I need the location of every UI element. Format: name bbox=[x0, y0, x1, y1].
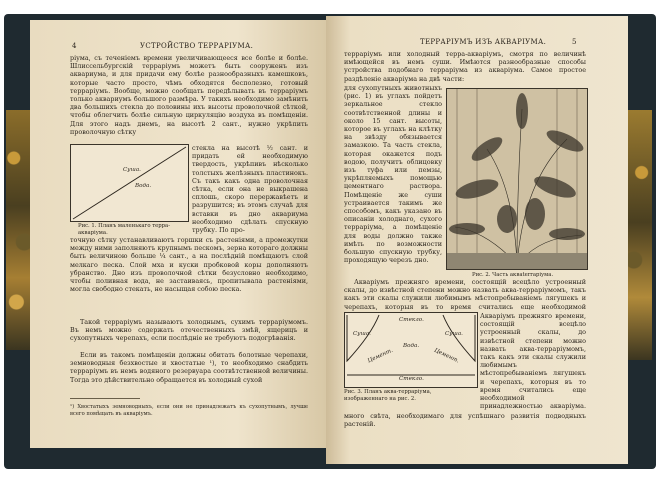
body-text-side: для сухопутныхъ животныхъ (рис. 1) въ углахъ пойдетъ зеркальное стекло соотвѣтственной длины и около 15 сант. высоты, которое въ углахъ на клѣтку на звѣзду обязывается замазкою. Та часть стекла, которая окажется подъ водою, получитъ облицовку изъ туфа или пемзы, укрѣпляемыхъ помощью цементнаго раствора. Помѣщеніе же суши устраивается такимъ же способомъ, какъ указано въ описаніи холоднаго, сухого террарiума, а помѣщеніе для воды должно также имѣть по возможности большую спускную трубку, проходящую черезъ дно. bbox=[344, 84, 442, 265]
body-text-bottom: много свѣта, необходимаго для успѣшнаго развитія подводныхъ растеній. bbox=[344, 412, 586, 429]
body-text-top: террарiумъ или холодный терра-акваріумъ, смотря по величинѣ имѣющейся въ немъ суши. Имѣются разнообразные способы устройства подобнаго террарiума из акваріума. Самое простое раздѣленіе акваріума на двѣ части: bbox=[344, 50, 586, 83]
fig3-label-water: Вода. bbox=[403, 343, 420, 349]
figure-1 bbox=[70, 144, 189, 222]
fig3-label-glass-bottom: Стекло. bbox=[399, 376, 424, 382]
fig3-caption: Рис. 3. Планъ аква-террарiума, изображеннаго на рис. 2. bbox=[344, 389, 432, 402]
right-page bbox=[326, 16, 628, 464]
marbled-edge-right bbox=[626, 110, 652, 360]
fig1-label-water: Вода. bbox=[135, 183, 152, 189]
figure-3 bbox=[344, 312, 478, 388]
footnote: ¹) Хвостатыхъ земноводныхъ, если они не принадлежатъ къ сухопутнымъ, лучше всего помѣщать въ акваріумъ. bbox=[70, 404, 308, 417]
body-text-top: ріума, съ теченіемъ времени увеличивающееся все болѣе и болѣе. Шлиссельбургскій террарiумъ можетъ быть сооруженъ изъ аквариума, и для придачи ему болѣе разнообразныхъ камешковъ, которые часто просто, чѣмъ обходятся бесполезно, готовый террарiумъ. Вообще, можно сообщать передѣлывать въ террарiумъ только аквариумъ большого размѣра. У такихъ необходимо замѣнить два большихъ стекла до половины ихъ высоты проволочной сѣткой, чтобы облегчить болѣе сильную циркуляцію воздуха въ помѣщеніи. Для этого надъ днемъ, на высотѣ 2 сант., нужно укрѣпить проволочную сѣтку bbox=[70, 54, 308, 136]
page-number: 5 bbox=[572, 38, 577, 46]
engraving-illustration bbox=[446, 88, 588, 270]
fig3-label-land-left: Суша. bbox=[353, 331, 371, 337]
page-number: 4 bbox=[72, 42, 77, 50]
fig1-caption: Рис. 1. Планъ маленькаго терра-акваріума. bbox=[78, 223, 170, 236]
body-text-para2: Такой террарiумъ называютъ холоднымъ, сухимъ террарiумомъ. Въ немъ можно содержать отечественныхъ змѣй, ящерицъ и сухопутныхъ черепахъ, если послѣдніе не требуютъ подогрѣванія. bbox=[70, 318, 308, 343]
marbled-edge-left bbox=[6, 110, 32, 350]
running-head: УСТРОЙСТВО ТЕРРАРІУМА. bbox=[140, 42, 254, 50]
fig3-label-cement-right: Цемент. bbox=[432, 347, 460, 365]
fig3-label-land-right: Суша. bbox=[445, 331, 463, 337]
fig2-caption: Рис. 2. Часть акваterrаріума. bbox=[472, 272, 554, 278]
left-page bbox=[30, 20, 326, 448]
body-text-mid: точную сѣтку устанавливаютъ горшки съ растеніями, а промежутки между ними заполняютъ крупнымъ пескомъ, зерна котораго должны быть величиною больше ¼ сант., а на послѣдній помѣщаютъ слой мелкаго песка. Слой мха и куски пробковой коры дополняютъ убранство. Дно изъ проволочной сѣтки безусловно необходимо, чтобы поливная вода, не застаиваясь, пропитывала растеніями, могла свободно стекать, не насыщая собою песка. bbox=[70, 236, 308, 294]
footnote-rule bbox=[70, 398, 140, 399]
body-text-mid-b: Акваріумъ прежняго времени, состоящій всецѣло устроенный скалы, до извѣстной степени можно назвать аква-терраріумомъ, такъ какъ эти скалы служили любимымъ мѣстопребываніемъ лягушекъ и черепахъ, которыя въ то время считались еще необходимой принадлежностью акваріума. bbox=[480, 312, 586, 410]
fig3-label-cement-left: Цемент. bbox=[366, 347, 394, 365]
fig1-label-land: Суша. bbox=[123, 167, 141, 173]
figure-1-diagonal bbox=[71, 145, 188, 221]
body-text-para3: Если въ такомъ помѣщеніи должны обитать болотные черепахи, земноводныя безхвостые и хвостатые ¹), то необходимо снабдить террарiумъ въ немъ водяного резервуара соотвѣтственной величины. Тогда это дѣйствительно обращается въ холодный сухой bbox=[70, 351, 308, 384]
body-text-side: стекла на высотѣ ½ сант. и придать ей необходимую твердость, укрѣпивъ нѣсколько толстыхъ желѣзныхъ пластинокъ. Съ такъ какъ одна проволочная сѣтка, если она не выкрашена сплошь, скоро перержавѣетъ и разрушится; въ этомъ случаѣ для вставки въ дно аквариума необходимо сдѣлать спускную трубку. По про- bbox=[192, 144, 308, 235]
plant-drawing bbox=[447, 89, 587, 269]
body-text-mid-a: Акваріумъ прежняго времени, состоящій всецѣло устроенный скалы, до извѣстной степени можно назвать аква-терраріумомъ, такъ какъ эти скалы служили любимымъ мѣстопребываніемъ лягушекъ и черепахъ, которыя въ то время считались еще необходимой bbox=[344, 278, 586, 311]
fig3-label-glass: Стекло. bbox=[399, 317, 424, 323]
running-head: ТЕРРАРІУМЪ ИЗЪ АКВАРІУМА. bbox=[420, 38, 547, 46]
